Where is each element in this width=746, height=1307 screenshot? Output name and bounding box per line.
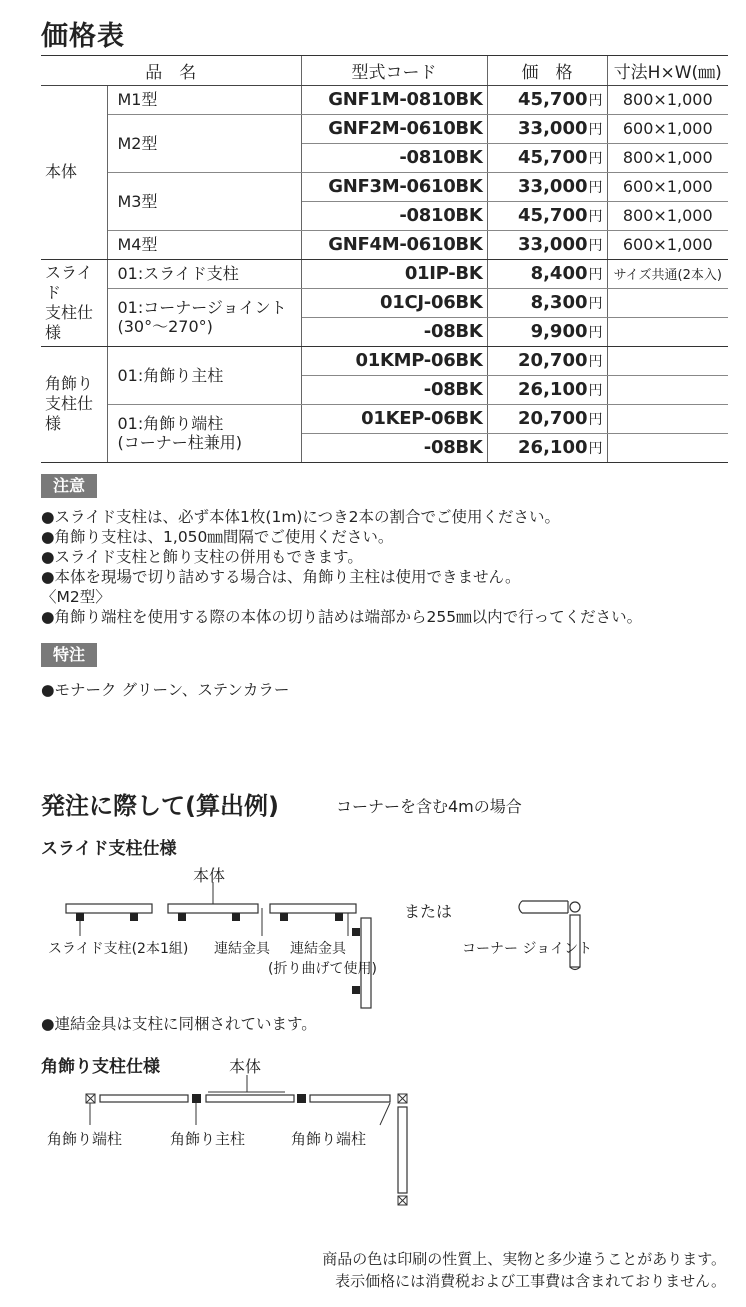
product-code: -08BK xyxy=(301,433,487,462)
slide-post-block xyxy=(352,986,360,994)
category-corner: 角飾り 支柱仕様 xyxy=(41,346,107,462)
product-code: GNF4M-0610BK xyxy=(301,230,487,259)
item-label: 01:コーナージョイント (30°〜270°) xyxy=(107,288,301,346)
model-label: M3型 xyxy=(107,172,301,230)
price-table xyxy=(41,56,728,463)
price: 33,000円 xyxy=(487,172,607,201)
corner-spec-title: 角飾り支柱仕様 xyxy=(41,1057,160,1077)
main-post-label: 角飾り主柱 xyxy=(170,1130,246,1148)
caution-line: 〈M2型〉 xyxy=(41,588,111,606)
header-price: 価 格 xyxy=(487,56,607,85)
ordering-title: 発注に際して(算出例) xyxy=(41,792,279,820)
size-empty xyxy=(607,404,728,433)
product-code: GNF2M-0610BK xyxy=(301,114,487,143)
product-code: 01IP-BK xyxy=(301,259,487,288)
price: 9,900円 xyxy=(487,317,607,346)
table-row xyxy=(41,85,728,114)
caution-line: ●角飾り端柱を使用する際の本体の切り詰めは端部から255㎜以内で行ってください。 xyxy=(41,608,643,626)
caution-line: ●スライド支柱と飾り支柱の併用もできます。 xyxy=(41,548,363,566)
slide-post-block xyxy=(130,913,138,921)
model-label: M1型 xyxy=(107,85,301,114)
size: 800×1,000 xyxy=(607,143,728,172)
product-code: 01KEP-06BK xyxy=(301,404,487,433)
table-row xyxy=(41,288,728,317)
price: 26,100円 xyxy=(487,433,607,462)
price: 8,300円 xyxy=(487,288,607,317)
table-row xyxy=(41,259,728,288)
panel-3 xyxy=(270,904,356,913)
joint-circle xyxy=(570,902,580,912)
panel-1 xyxy=(66,904,152,913)
slide-post-block xyxy=(232,913,240,921)
corner-joint-diagram xyxy=(508,893,588,973)
price: 33,000円 xyxy=(487,230,607,259)
special-tag: 特注 xyxy=(41,643,97,667)
corner-panel-2 xyxy=(206,1095,294,1102)
body-label: 本体 xyxy=(193,866,226,885)
caution-tag: 注意 xyxy=(41,474,97,498)
product-code: GNF3M-0610BK xyxy=(301,172,487,201)
price: 8,400円 xyxy=(487,259,607,288)
header-code: 型式コード xyxy=(301,56,487,85)
price: 26,100円 xyxy=(487,375,607,404)
connector-bent-note: (折り曲げて使用) xyxy=(268,961,377,977)
category-slide: スライド 支柱仕様 xyxy=(41,259,107,346)
footer-line-1: 商品の色は印刷の性質上、実物と多少違うことがあります。 xyxy=(322,1250,726,1268)
panel-2 xyxy=(168,904,258,913)
connector-bent-label: 連結金具 xyxy=(290,941,346,957)
product-code: -08BK xyxy=(301,317,487,346)
table-header-row xyxy=(41,56,728,85)
table-row xyxy=(41,404,728,433)
item-label: 01:スライド支柱 xyxy=(107,259,301,288)
model-label: M2型 xyxy=(107,114,301,172)
size: 800×1,000 xyxy=(607,201,728,230)
product-code: -08BK xyxy=(301,375,487,404)
caution-line: ●スライド支柱は、必ず本体1枚(1m)につき2本の割合でご使用ください。 xyxy=(41,508,561,526)
header-name: 品 名 xyxy=(41,56,301,85)
price: 45,700円 xyxy=(487,143,607,172)
table-row xyxy=(41,230,728,259)
table-row xyxy=(41,346,728,375)
end-post-label: 角飾り端柱 xyxy=(47,1130,123,1148)
connector-note: ●連結金具は支柱に同梱されています。 xyxy=(41,1015,317,1033)
price: 20,700円 xyxy=(487,346,607,375)
size: 600×1,000 xyxy=(607,172,728,201)
special-line: ●モナーク グリーン、ステンカラー xyxy=(41,681,290,699)
page-title: 価格表 xyxy=(41,21,125,52)
leader-end-post-2 xyxy=(380,1103,390,1125)
size: 800×1,000 xyxy=(607,85,728,114)
corner-diagram xyxy=(80,1075,420,1215)
size-empty xyxy=(607,288,728,317)
main-post-block xyxy=(297,1094,306,1103)
product-code: -0810BK xyxy=(301,143,487,172)
size-empty xyxy=(607,346,728,375)
slide-post-block xyxy=(76,913,84,921)
slide-post-block xyxy=(352,928,360,936)
model-label: M4型 xyxy=(107,230,301,259)
slide-post-block xyxy=(335,913,343,921)
caution-line: ●本体を現場で切り詰めする場合は、角飾り主柱は使用できません。 xyxy=(41,568,521,586)
product-code: GNF1M-0810BK xyxy=(301,85,487,114)
slide-spec-title: スライド支柱仕様 xyxy=(41,839,177,859)
main-post-block xyxy=(192,1094,201,1103)
price: 45,700円 xyxy=(487,201,607,230)
body-label-2: 本体 xyxy=(229,1057,262,1076)
size-empty xyxy=(607,375,728,404)
product-code: 01KMP-06BK xyxy=(301,346,487,375)
category-main-body: 本体 xyxy=(41,85,107,259)
break-mark xyxy=(519,901,522,913)
footer-line-2: 表示価格には消費税および工事費は含まれておりません。 xyxy=(335,1272,726,1290)
header-size: 寸法H×W(㎜) xyxy=(607,56,728,85)
corner-panel-vertical xyxy=(398,1107,407,1193)
size: 600×1,000 xyxy=(607,230,728,259)
size-empty xyxy=(607,433,728,462)
ordering-subtitle: コーナーを含む4mの場合 xyxy=(336,797,522,816)
item-label: 01:角飾り端柱 (コーナー柱兼用) xyxy=(107,404,301,462)
connector-label: 連結金具 xyxy=(214,941,270,957)
item-label: 01:角飾り主柱 xyxy=(107,346,301,404)
size-empty xyxy=(607,317,728,346)
slide-post-block xyxy=(280,913,288,921)
table-row xyxy=(41,114,728,143)
price: 20,700円 xyxy=(487,404,607,433)
product-code: -0810BK xyxy=(301,201,487,230)
corner-panel-1 xyxy=(100,1095,188,1102)
corner-panel-3 xyxy=(310,1095,390,1102)
price: 45,700円 xyxy=(487,85,607,114)
table-row xyxy=(41,172,728,201)
caution-line: ●角飾り支柱は、1,050㎜間隔でご使用ください。 xyxy=(41,528,394,546)
or-label: または xyxy=(404,902,453,921)
corner-joint-label: コーナー ジョイント xyxy=(462,941,593,957)
price: 33,000円 xyxy=(487,114,607,143)
end-post-label-2: 角飾り端柱 xyxy=(291,1130,367,1148)
size: 600×1,000 xyxy=(607,114,728,143)
size: サイズ共通(2本入) xyxy=(607,259,728,288)
slide-post-label: スライド支柱(2本1組) xyxy=(48,941,189,957)
slide-post-block xyxy=(178,913,186,921)
product-code: 01CJ-06BK xyxy=(301,288,487,317)
